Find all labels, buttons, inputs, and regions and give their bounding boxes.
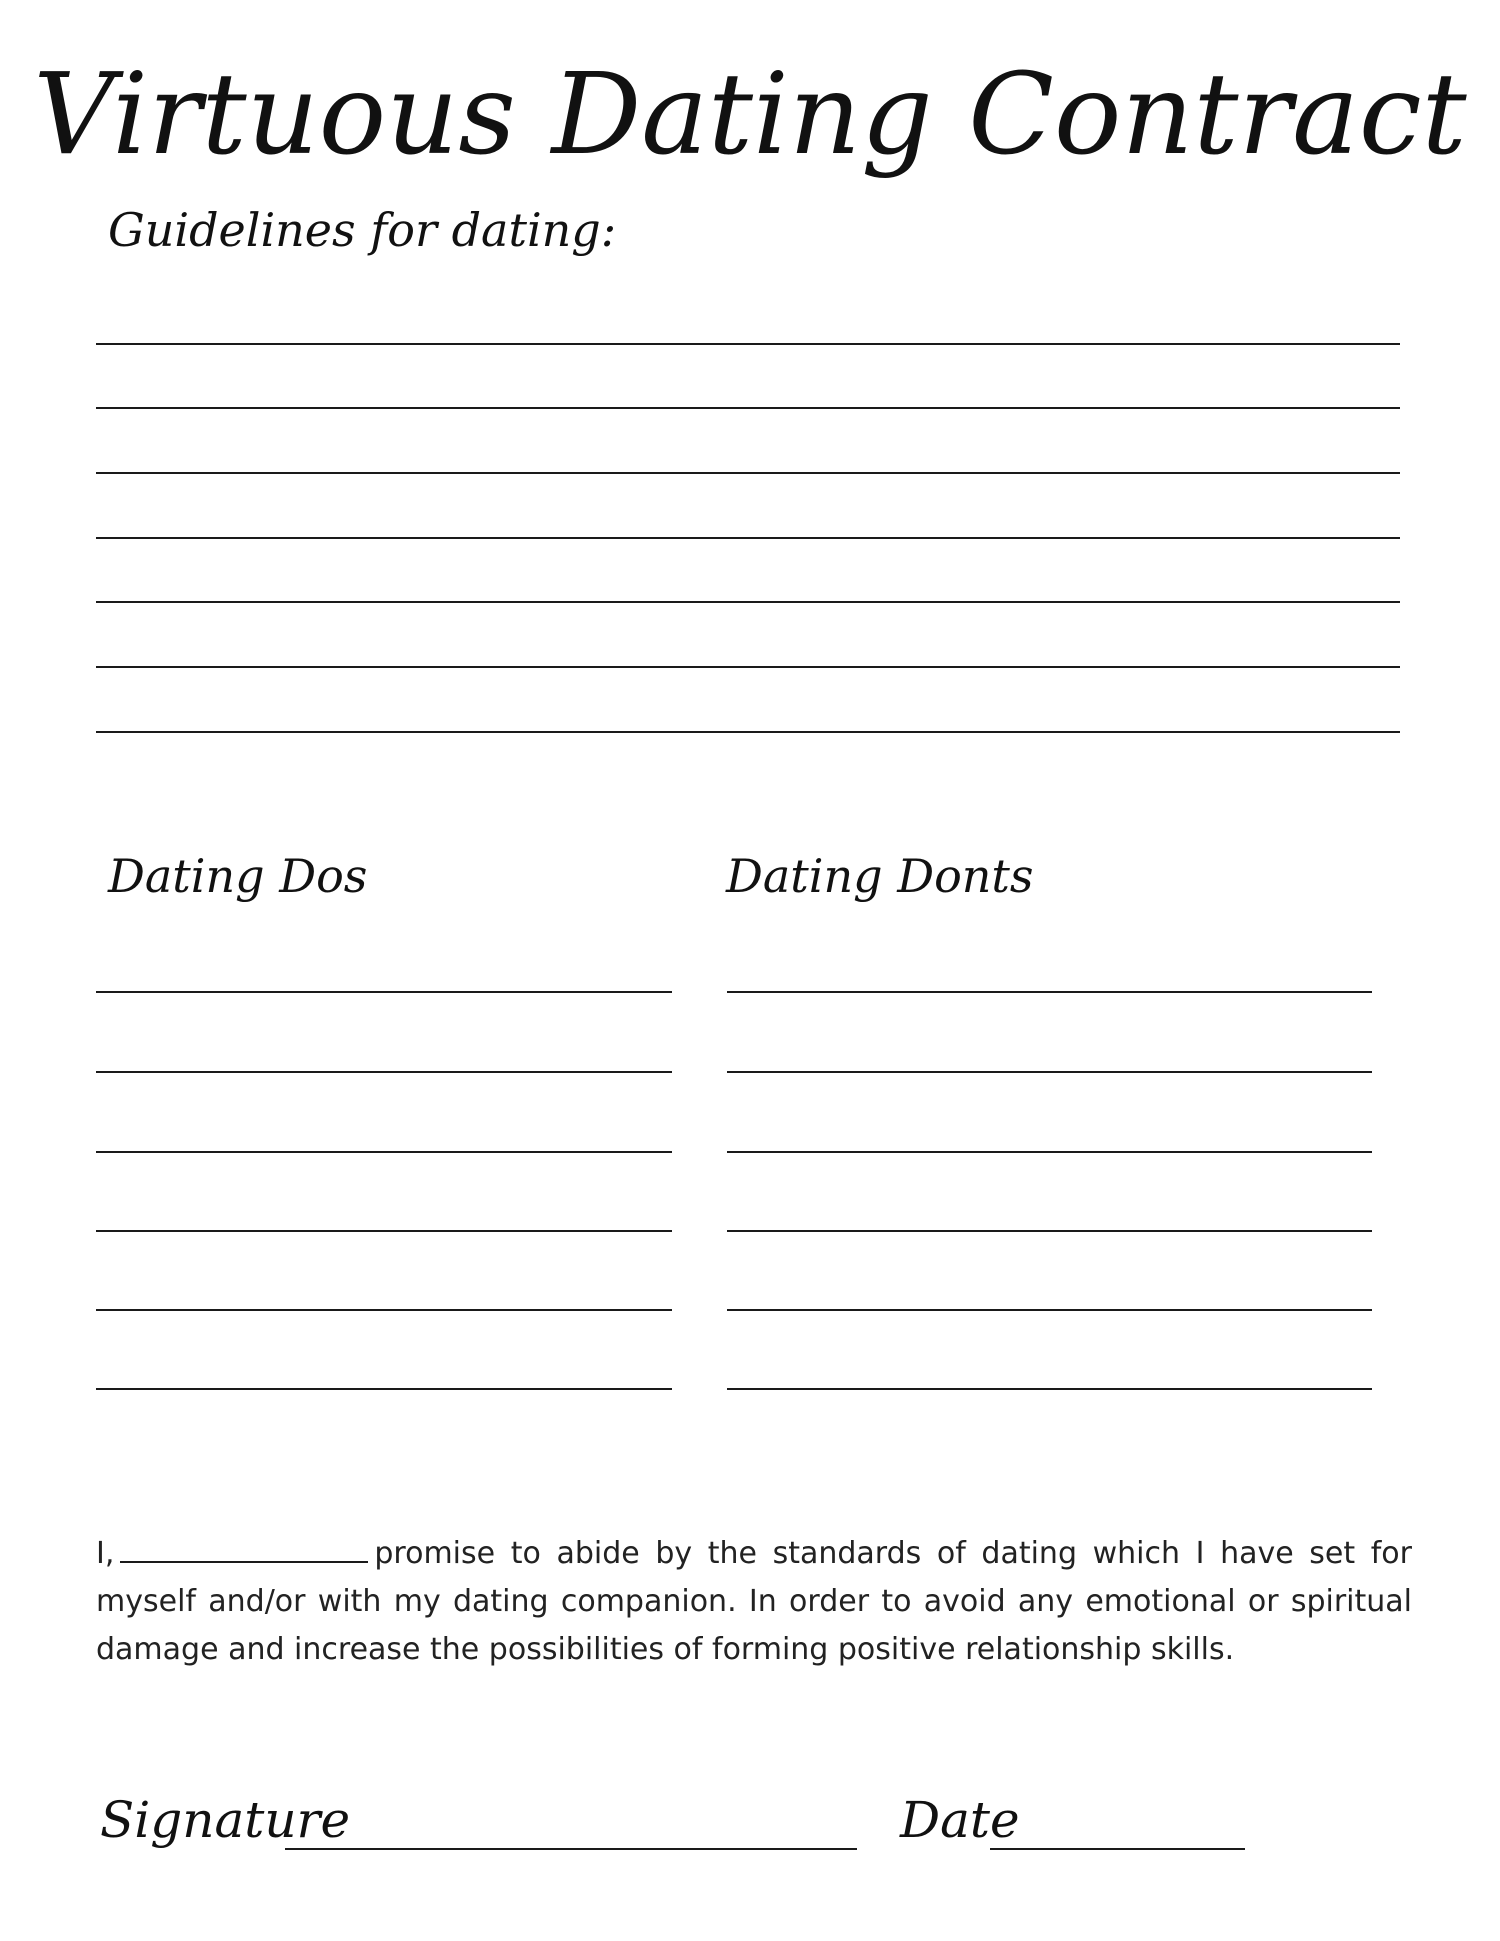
dos-line-5[interactable] [96,1309,672,1311]
donts-line-2[interactable] [727,1071,1372,1073]
guidelines-label: Guidelines for dating: [108,203,617,257]
signature-line[interactable] [285,1848,857,1850]
signature-label: Signature [100,1791,351,1849]
donts-line-3[interactable] [727,1151,1372,1153]
dos-line-4[interactable] [96,1230,672,1232]
guideline-line-1[interactable] [96,343,1400,345]
name-blank-field[interactable] [120,1531,368,1563]
donts-line-5[interactable] [727,1309,1372,1311]
dating-donts-heading: Dating Donts [726,849,1034,903]
date-label: Date [900,1791,1020,1849]
pledge-text: promise to abide by the standards of dating which I have set for myself and/or with my dating companion. In order to avoid any emotional or spiritual damage and increase the possibilities of forming positive relationship skills. [96,1536,1412,1667]
guideline-line-6[interactable] [96,666,1400,668]
dating-dos-heading: Dating Dos [108,849,368,903]
dos-line-1[interactable] [96,991,672,993]
guideline-line-4[interactable] [96,537,1400,539]
guideline-line-2[interactable] [96,407,1400,409]
dos-line-6[interactable] [96,1388,672,1390]
donts-line-6[interactable] [727,1388,1372,1390]
donts-line-4[interactable] [727,1230,1372,1232]
date-line[interactable] [990,1848,1245,1850]
guideline-line-5[interactable] [96,601,1400,603]
pledge-paragraph [96,1530,1412,1674]
dos-line-2[interactable] [96,1071,672,1073]
guideline-line-7[interactable] [96,731,1400,733]
donts-line-1[interactable] [727,991,1372,993]
guideline-line-3[interactable] [96,472,1400,474]
dos-line-3[interactable] [96,1151,672,1153]
page-title: Virtuous Dating Contract [33,50,1467,180]
pledge-prefix: I, [96,1536,115,1571]
